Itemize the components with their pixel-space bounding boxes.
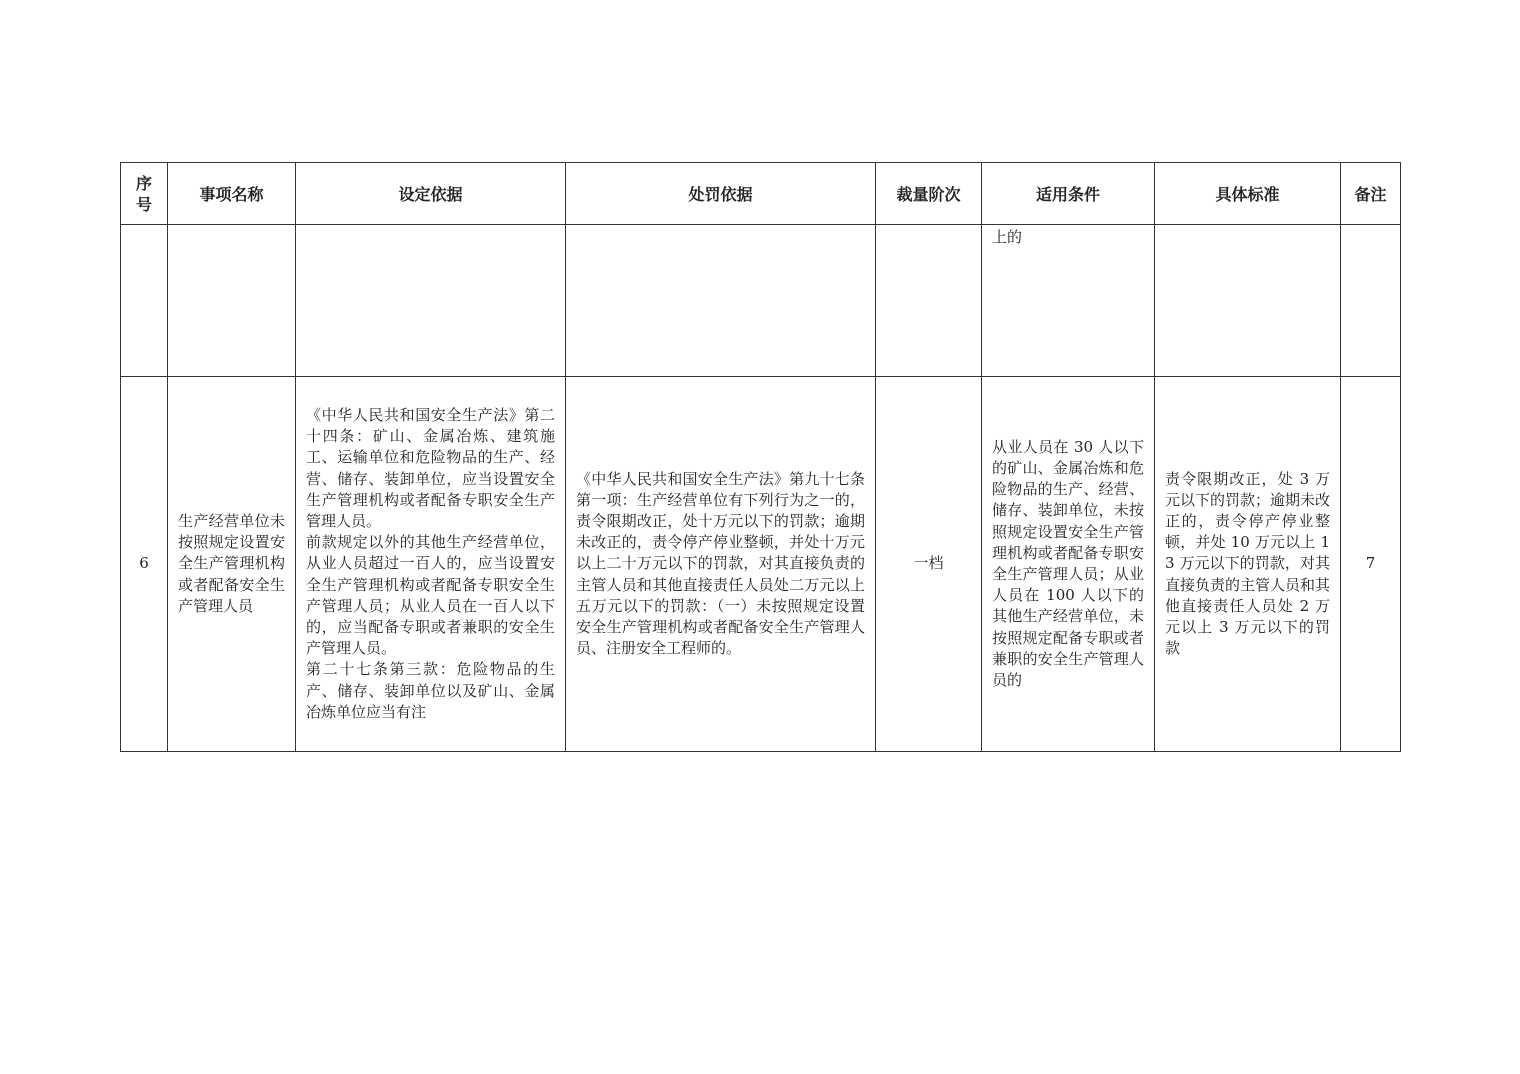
cell-item-name [168,225,296,377]
header-level: 裁量阶次 [876,163,982,225]
cell-set-basis-text: 《中华人民共和国安全生产法》第二十四条：矿山、金属冶炼、建筑施工、运输单位和危险物品的生产、经营、储存、装卸单位，应当设置安全生产管理机构或者配备专职安全生产管理人员。 前款规定以外的其他生产经营单位，从业人员超过一百人的，应当设置安全生产管理机构或者配备专职安全生产管理人员；从业人员在一百人以下的，应当配备专职或者兼职的安全生产管理人员。 第二十七条第三款：危险物品的生产、储存、装卸单位以及矿山、金属冶炼单位应当有注 [306,405,555,721]
cell-level [876,225,982,377]
cell-penalty-basis [566,225,876,377]
header-set-basis: 设定依据 [296,163,566,225]
cell-condition-text: 从业人员在 30 人以下的矿山、金属冶炼和危险物品的生产、经营、储存、装卸单位，未按照规定设置安全生产管理机构或者配备专职安全生产管理人员；从业人员在 100 人以下的其他生产经营单位，未按照规定配备专职或者兼职的安全生产管理人员的 [992,437,1144,690]
cell-condition-text: 上的 [992,228,1023,246]
cell-level: 一档 [876,377,982,752]
header-standard: 具体标准 [1155,163,1341,225]
table-row-continued [121,225,1401,377]
table-row-6 [121,377,1401,752]
header-item-name: 事项名称 [168,163,296,225]
header-condition: 适用条件 [982,163,1155,225]
cell-condition [982,225,1155,377]
cell-item-name [168,377,296,752]
header-penalty-basis: 处罚依据 [566,163,876,225]
cell-standard [1155,225,1341,377]
cell-penalty-basis [566,377,876,752]
header-remark: 备注 [1341,163,1401,225]
cell-set-basis [296,377,566,752]
cell-set-basis [296,225,566,377]
cell-remark [1341,225,1401,377]
cell-penalty-basis-text: 《中华人民共和国安全生产法》第九十七条第一项：生产经营单位有下列行为之一的，责令限期改正，处十万元以下的罚款；逾期未改正的，责令停产停业整顿，并处十万元以上二十万元以下的罚款，对其直接负责的主管人员和其他直接责任人员处二万元以上五万元以下的罚款：（一）未按照规定设置安全生产管理机构或者配备安全生产管理人员、注册安全工程师的。 [576,469,865,658]
header-row [121,163,1401,225]
cell-condition [982,377,1155,752]
cell-item-name-text: 生产经营单位未按照规定设置安全生产管理机构或者配备安全生产管理人员 [178,511,285,615]
cell-seq [121,225,168,377]
cell-seq: 6 [121,377,168,752]
cell-standard [1155,377,1341,752]
penalty-discretion-table [120,162,1401,752]
cell-standard-text: 责令限期改正，处 3 万元以下的罚款；逾期未改正的，责令停产停业整顿，并处 10 万元以上 13 万元以下的罚款，对其直接负责的主管人员和其他直接责任人员处 2 万元以上 3 万元以下的罚款 [1165,469,1331,658]
cell-remark: 7 [1341,377,1401,752]
header-seq: 序 号 [121,163,168,225]
